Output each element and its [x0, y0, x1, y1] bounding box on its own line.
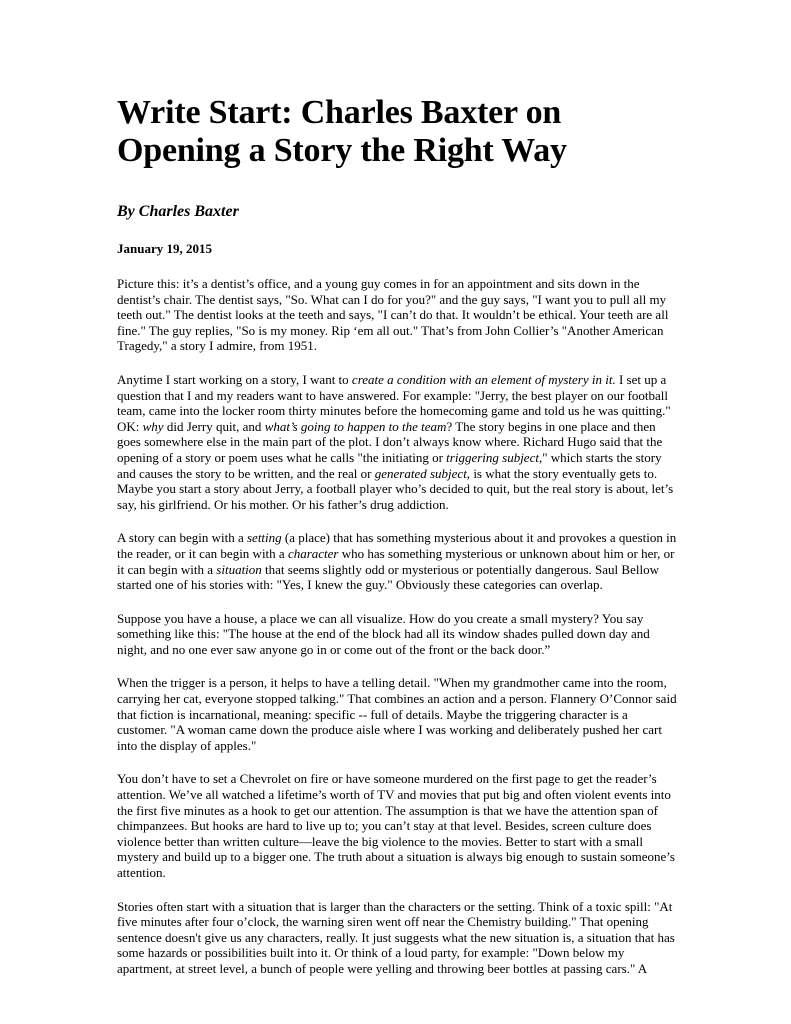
paragraph-3 — [117, 530, 677, 592]
emphasis: create a condition with an element of mystery in it. — [351, 371, 616, 387]
emphasis: why — [142, 418, 164, 434]
article-byline: By Charles Baxter — [117, 203, 239, 220]
paragraph-6: You don’t have to set a Chevrolet on fire or have someone murdered on the first page to get the reader’s attention. We’ve all watched a lifetime’s worth of TV and movies that put big and often violent events into the first five minutes as a hook to get our attention. The assumption is that we have the attention span of chimpanzees. But hooks are hard to live up to; you can’t stay at that level. Besides, screen culture does violence better than written culture—leave the big violence to the movies. Better to start with a small mystery and build up to a bigger one. The truth about a situation is always big enough to sustain someone’s attention. — [117, 771, 675, 880]
paragraph-4: Suppose you have a house, a place we can all visualize. How do you create a small mystery? You say something like this: "The house at the end of the block had all its window shades pulled down day and night, and no one ever saw anyone go in or come out of the front or the back door.” — [117, 610, 650, 657]
text-run: who has something mysterious or unknown about him or her, or it can begin with a — [117, 545, 675, 577]
paragraph-5: When the trigger is a person, it helps to have a telling detail. "When my grandmother came into the room, carrying her cat, everyone stopped talking." That combines an action and a person. Flannery O’Connor said that fiction is incarnational, meaning: specific -- full of details. Maybe the triggering character is a customer. "A woman came down the produce aisle where I was working and deliberately pushed her cart into the display of apples." — [117, 675, 677, 753]
text-run: is what the story eventually gets to. Maybe you start a story about Jerry, a football player who’s decided to quit, but the real story is about, let’s say, his girlfriend. Or his mother. Or his father’s drug addiction. — [117, 465, 674, 512]
emphasis: situation — [216, 561, 262, 577]
text-run: A story can begin with a — [117, 530, 247, 546]
article-date: January 19, 2015 — [117, 241, 212, 256]
text-run: ? The story begins in one place and then goes somewhere else in the main part of the plot. I don’t always know where. Richard Hugo said that the opening of a story or poem uses what he calls "the initiating or — [117, 418, 663, 465]
article-title: Write Start: Charles Baxter on Opening a Story the Right Way — [117, 94, 567, 169]
text-run: did Jerry quit, and — [163, 418, 265, 434]
text-run: ," which starts the story and causes the story to be written, and the real or — [117, 449, 662, 481]
paragraph-1: Picture this: it’s a dentist’s office, and a young guy comes in for an appointment and sits down in the dentist’s chair. The dentist says, "So. What can I do for you?" and the guy says, "I want you to pull all my teeth out." The dentist looks at the teeth and says, "I can’t do that. It wouldn’t be ethical. Your teeth are all fine." The guy replies, "So is my money. Rip ‘em all out." That’s from John Collier’s "Another American Tragedy," a story I admire, from 1951. — [117, 276, 669, 354]
emphasis: what’s going to happen to the team — [264, 418, 447, 434]
emphasis: triggering subject — [446, 449, 539, 465]
emphasis: character — [287, 545, 339, 561]
paragraph-2 — [117, 372, 677, 512]
emphasis: generated subject, — [374, 465, 471, 481]
text-run: I set up a question that I and my readers want to have answered. For example: "Jerry, the best player on our football team, came into the locker room thirty minutes before the homecoming game and told us he was quitting." OK: — [117, 371, 671, 434]
emphasis: setting — [246, 530, 282, 546]
text-run: Anytime I start working on a story, I want to — [117, 371, 352, 387]
text-run: (a place) that has something mysterious about it and provokes a question in the reader, or it can begin with a — [117, 530, 677, 561]
paragraph-7: Stories often start with a situation that is larger than the characters or the setting. Think of a toxic spill: "At five minutes after four o’clock, the warning siren went off near the Chemistry building." That opening sentence doesn't give us any characters, really. It just suggests what the new situation is, a situation that has some hazards or possibilities built into it. Or think of a loud party, for example: "Down below my apartment, at street level, a bunch of people were yelling and throwing beer bottles at passing cars." A — [117, 898, 675, 976]
text-run: that seems slightly odd or mysterious or potentially dangerous. Saul Bellow started one of his stories with: "Yes, I knew the guy." Obviously these categories can overlap. — [117, 561, 659, 593]
article — [117, 94, 677, 977]
